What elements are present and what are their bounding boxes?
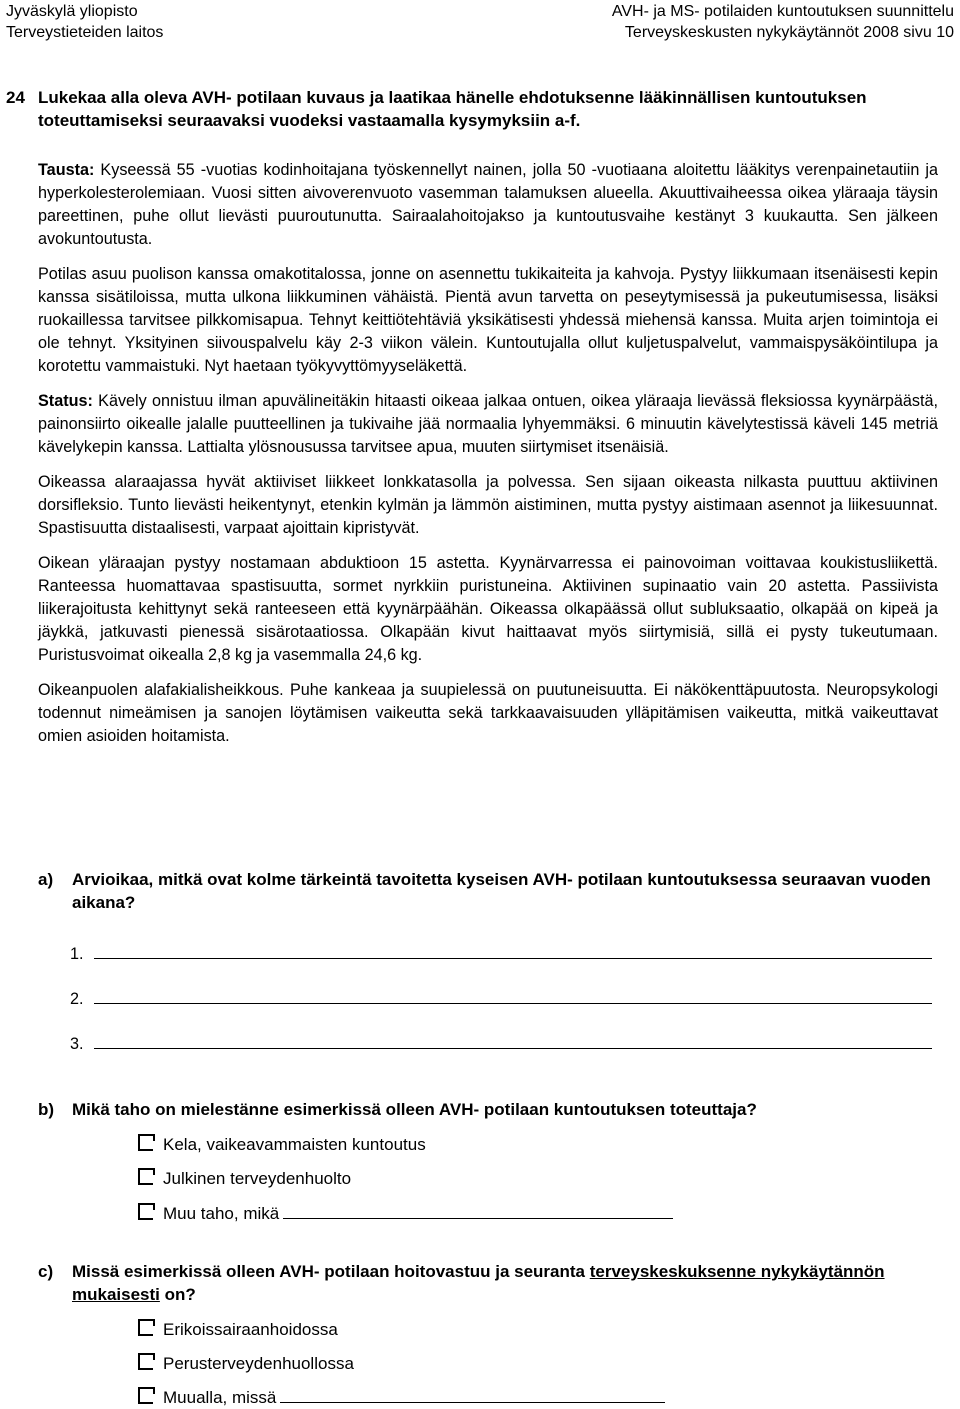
sub-a-text: Arvioikaa, mitkä ovat kolme tärkeintä tavoitetta kyseisen AVH- potilaan kuntoutuksessa seuraavan vuoden aikana? (72, 870, 931, 912)
question-number: 24 (6, 88, 25, 107)
document-title: AVH- ja MS- potilaiden kuntoutuksen suunnittelu (611, 3, 954, 20)
document-subtitle-page: Terveyskeskusten nykykäytännöt 2008 sivu 10 (624, 24, 954, 41)
answer-line-2[interactable]: 2. (70, 985, 932, 1011)
page-header (0, 0, 960, 44)
answer-line-3[interactable]: 3. (70, 1030, 932, 1056)
case-living: Potilas asuu puolison kanssa omakotitalossa, jonne on asennettu tukikaiteita ja kahvoja. Pystyy liikkumaan itsenäisesti kepin kanssa sisätiloissa, mutta ulkona liikkuminen vähäistä. Pientä avun tarvetta on peseytymisessä ja pukeutumisessa, lisäksi ruokaillessa tarvitsee pilkkomisapua. Tehnyt keittiötehtäviä yksikätisesti yhdessä miehensä kanssa. Muita arjen toimintoja ei ole tehnyt. Yksityinen siivouspalvelu käy 2-3 viikon välein. Kuntoutujalla ollut kuljetuspalvelut, vammaispysäköintilupa ja korotettu vammaistuki. Nyt haetaan työkyvyttömyyseläkettä. (38, 265, 938, 375)
sub-c-text: Missä esimerkissä olleen AVH- potilaan hoitovastuu ja seuranta terveyskeskuksenne nykykäytännön mukaisesti on? (72, 1262, 885, 1304)
header-right (612, 1, 954, 43)
option-b-3[interactable]: Muu taho, mikä (138, 1202, 673, 1225)
sub-c-letter: c) (38, 1262, 54, 1281)
checkbox-icon[interactable] (138, 1319, 153, 1336)
department-name: Terveystieteiden laitos (6, 24, 164, 41)
other-blank-c[interactable] (280, 1386, 665, 1403)
option-c-1[interactable]: Erikoissairaanhoidossa (138, 1318, 338, 1341)
university-name: Jyväskylä yliopisto (6, 3, 138, 20)
header-left (6, 1, 163, 43)
case-status: Status: Kävely onnistuu ilman apuvälineitäkin hitaasti oikeaa jalkaa ontuen, oikea yläraaja lievässä fleksiossa kyynärpäästä, painonsiirto oikealle jalalle puutteellinen ja tukivaihe jää normaalia lyhyemmäksi. 6 minuutin kävelytestissä käveli 145 metriä kävelykepin kanssa. Lattialta ylösnousussa tarvitsee apua, muuten siirtymiset itsenäisiä. (38, 392, 938, 456)
case-background: Tausta: Kyseessä 55 -vuotias kodinhoitajana työskennellyt nainen, jolla 50 -vuotiaana aloitettu lääkitys verenpainetautiin ja hyperkolesterolemiaan. Vuosi sitten aivoverenvuoto vasemman talamuksen alueella. Akuuttivaiheessa oikea yläraaja täysin pareettinen, puhe ollut lievästi puuroutunutta. Sairaalahoitojakso ja kuntoutusvaihe kestänyt 3 kuukautta. Sen jälkeen avokuntoutusta. (38, 161, 938, 248)
sub-a-letter: a) (38, 870, 54, 889)
answer-line-1[interactable]: 1. (70, 940, 932, 966)
status-label: Status: (38, 392, 93, 410)
sub-question-c (38, 1260, 938, 1306)
case-lower-limb: Oikeassa alaraajassa hyvät aktiiviset liikkeet lonkkatasolla ja polvessa. Sen sijaan oikeasta nilkasta puuttuu aktiivinen dorsifleksio. Tunto lievästi heikentynyt, etenkin kylmän ja lämmön aistiminen, mutta pystyy aistimaan asennot ja liikesuunnat. Spastisuutta distaalisesti, varpaat ajoittain kipristyvät. (38, 473, 938, 537)
checkbox-icon[interactable] (138, 1203, 153, 1220)
answer-blank-3[interactable] (94, 1030, 932, 1049)
sub-b-letter: b) (38, 1100, 55, 1119)
checkbox-icon[interactable] (138, 1134, 153, 1151)
option-b-1[interactable]: Kela, vaikeavammaisten kuntoutus (138, 1133, 426, 1156)
case-upper-limb: Oikean yläraajan pystyy nostamaan abduktioon 15 astetta. Kyynärvarressa ei painovoiman voittavaa koukistusliikettä. Ranteessa huomattavaa spastisuutta, sormet nyrkkiin puristuneina. Aktiivinen supinaatio vain 20 astetta. Passiivista liikerajoitusta kehittynyt sekä ranteeseen että kyynärpäähän. Oikeassa olkapäässä ollut subluksaatio, olkapää on kipeä ja jäykkä, jatkuvasti pienessä sisärotaatiossa. Olkapään kivut haittaavat myös siirtymisiä, sillä ei pysty tukeutumaan. Puristusvoimat oikealla 2,8 kg ja vasemmalla 24,6 kg. (38, 554, 938, 664)
case-speech: Oikeanpuolen alafakialisheikkous. Puhe kankeaa ja suupielessä on puutuneisuutta. Ei näkökenttäpuutosta. Neuropsykologi todennut nimeämisen ja sanojen löytämisen vaikeutta sekä tarkkaavaisuuden ylläpitämisen vaikeutta, mitkä vaikeuttavat omien asioiden hoitamista. (38, 681, 938, 745)
sub-question-b (38, 1098, 938, 1121)
checkbox-icon[interactable] (138, 1168, 153, 1185)
option-b-2[interactable]: Julkinen terveydenhuolto (138, 1167, 351, 1190)
other-blank-b[interactable] (283, 1202, 673, 1219)
checkbox-icon[interactable] (138, 1387, 153, 1404)
tausta-label: Tausta: (38, 161, 95, 179)
checkbox-icon[interactable] (138, 1353, 153, 1370)
answer-blank-2[interactable] (94, 985, 932, 1004)
sub-b-text: Mikä taho on mielestänne esimerkissä olleen AVH- potilaan kuntoutuksen toteuttaja? (72, 1100, 757, 1119)
answer-blank-1[interactable] (94, 940, 932, 959)
sub-question-a (38, 868, 938, 914)
case-description (38, 159, 938, 760)
option-c-3[interactable]: Muualla, missä (138, 1386, 665, 1409)
question-title: Lukekaa alla oleva AVH- potilaan kuvaus ja laatikaa hänelle ehdotuksenne lääkinnällisen kuntoutuksen toteuttamiseksi seuraavaksi vuodeksi vastaamalla kysymyksiin a-f. (38, 88, 867, 130)
option-c-2[interactable]: Perusterveydenhuollossa (138, 1352, 354, 1375)
